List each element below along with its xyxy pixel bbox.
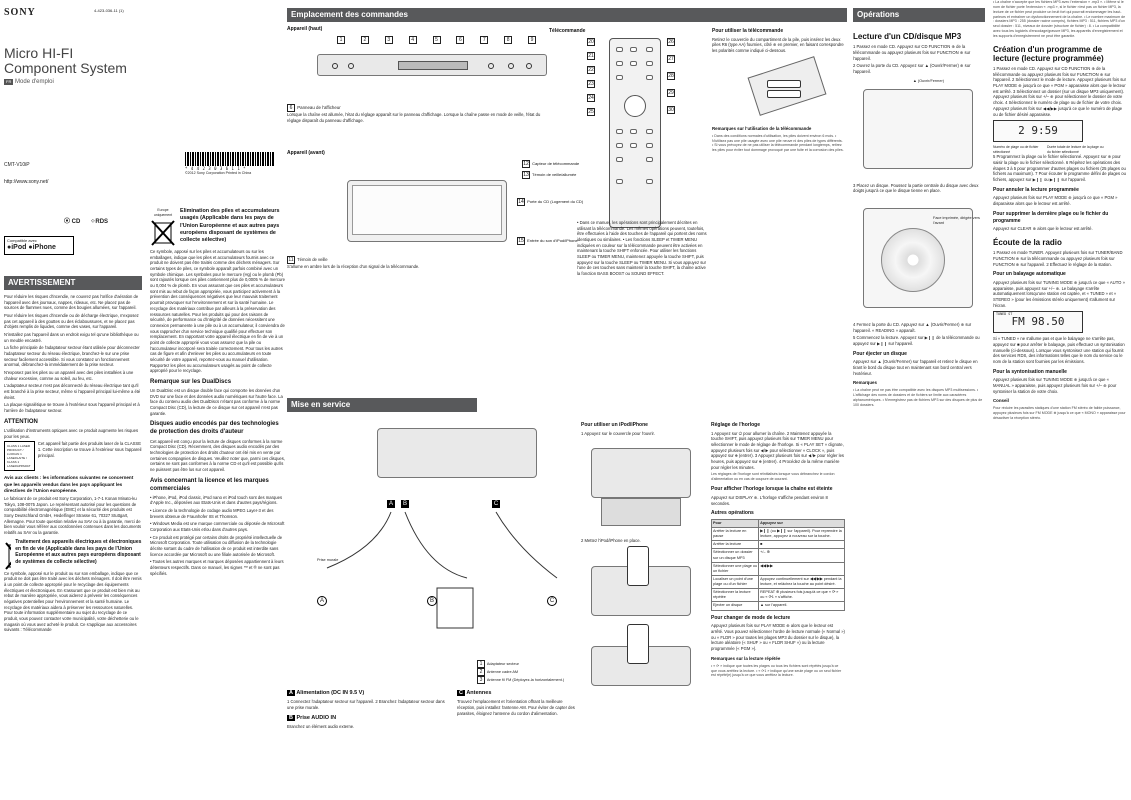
attention-heading: ATTENTION bbox=[4, 418, 38, 425]
controls-section bbox=[287, 0, 847, 315]
weee-text: Ce symbole, apposé sur le produit ou sur son emballage, indique que ce produit ne doit pas être traité avec les déchets ménagers. Il doit être remis à un point de collecte approprié pour le recyclage des équipements électriques et électroniques. En s'assurant que ce produit est bien mis au rebut de manière appropriée, vous aiderez à prévenir les conséquences négatives potentielles pour l'environnement et la santé humaine. Le recyclage des matériaux aidera à préserver les ressources naturelles. Pour toute information supplémentaire au sujet du recyclage de ce produit, vous pouvez contacter votre municipalité, votre déchetterie ou le magasin où vous avez acheté le produit. Ce s'applique aux accessoires suivants : Télécommande bbox=[4, 570, 142, 633]
label-c-bottom: C bbox=[547, 596, 557, 606]
table-row: Arrêter la lecture ■ bbox=[712, 541, 845, 549]
ipod-figure-open bbox=[581, 438, 701, 538]
laser-text: Cet appareil fait partie des produits laser de la CLASSE 1. Cette inscription se trouve à l'extérieur sous l'appareil principal. bbox=[37, 441, 142, 458]
warning-paragraph: L'adaptateur secteur n'est pas déconnecté du réseau électrique tant qu'il est branché à la prise secteur, même si l'appareil principal lui-même a été éteint. bbox=[4, 383, 141, 400]
front-view-label: Appareil (avant) bbox=[287, 150, 325, 156]
disc-face-callout: Face imprimée, dirigée vers l'avant bbox=[933, 215, 980, 226]
product-title-line2: Component System bbox=[4, 59, 127, 76]
license-heading: Avis concernant la licence et les marques commerciales bbox=[150, 477, 269, 492]
logo-row bbox=[64, 218, 108, 226]
europe-only-label: Europe uniquement bbox=[153, 208, 173, 217]
crossed-bin-icon bbox=[4, 539, 11, 571]
battery-column bbox=[150, 208, 285, 800]
dualdisc-text: Un DualDisc est un disque double face qui comporte les données d'un DVD sur une face et des données audio numériques sur l'autre face. La face du contenu audio des DualDiscs n'étant pas conforme à la norme Compact Disc (CD), la lecture de ce disque sur cet appareil n'est pas garantie. bbox=[150, 387, 283, 416]
battery-disposal-text: Ce symbole, apposé sur les piles et accumulateurs ou sur les emballages, indique que les piles et accumulateurs fournis avec ce produit ne doivent pas être traités comme des déchets ménagers. Sur certains types de piles, ce symbole apparaît parfois combiné avec un symbole chimique. Les symboles pour le mercure (Hg) ou le plomb (Pb) sont rajoutés lorsque ces piles contiennent plus de 0,0005 % de mercure ou 0,004 % de plomb. En vous assurant que ces piles et accumulateurs sont mis au rebut de façon appropriée, vous participez activement à la prévention des conséquences négatives que leur mauvais traitement pourrait provoquer sur l'environnement et sur la santé humaine. Le recyclage des matériaux contribue par ailleurs à la préservation des ressources naturelles. Pour les produits qui pour des raisons de sécurité, de performance ou d'intégrité de données nécessitent une connexion permanente à une pile ou à un accumulateur, il conviendra de vous rapprocher d'un service technique qualifié pour effectuer son remplacement. En rapportant votre appareil électrique en fin de vie à un point de collecte approprié vous vous assurez que la pile ou l'accumulateur incorporé sera traitée correctement. Pour tous les autres cas de figure et afin d'enlever les piles ou accumulateurs en toute sécurité de votre appareil, reportez-vous au manuel d'utilisation. Rapportez les piles ou accumulateurs usagés au point de collecte approprié pour le recyclage. bbox=[150, 249, 285, 374]
warning-paragraph: N'exposez pas les piles ou un appareil avec des piles installées à une chaleur excessive, comme au soleil, au feu, etc. bbox=[4, 370, 134, 381]
disc-insert-figure bbox=[853, 198, 985, 318]
callout-number: 7 bbox=[480, 36, 488, 44]
callout-number: 5 bbox=[433, 36, 441, 44]
front-callout: 13 Témoin de veille/allumée bbox=[523, 172, 577, 178]
license-item: • Toutes les autres marques et marques déposées appartiennent à leurs détenteurs respectifs. Dans ce manuel, les signes ™ et ® ne sont pas spécifiés. bbox=[150, 559, 284, 576]
setup-legend: 1 Adaptateur secteur 2 Antenne cadre AM 3 Antenne fil FM (Déployez-la horizontalement.) bbox=[477, 660, 617, 684]
top-view-figure bbox=[317, 36, 547, 96]
laser-label: CLASS 1 LASER PRODUCT / LUOKAN 1 LASERLAITE / KLASS 1 LASERAPPARAT bbox=[4, 441, 35, 471]
unit-front-illustration bbox=[347, 180, 507, 242]
website: http://www.sony.net/ bbox=[4, 179, 49, 186]
other-ops-heading: Autres opérations bbox=[711, 510, 754, 517]
setup-figure bbox=[317, 428, 567, 668]
license-item: • Windows Media est une marque commerciale ou déposée de Microsoft Corporation aux Etats-Unis et/ou dans d'autres pays. bbox=[150, 521, 285, 533]
cd-door-figure bbox=[853, 79, 985, 179]
mp3-notes: • La chaîne n'accepte que les fichiers MP3 avec l'extension « .mp3 ». • Même si le nom de fichier porte l'extension « .mp3 », si le fichier n'est pas un fichier MP3, la lecture de ce fichier peut produire un bruit fort qui pourrait endommager les haut-parleurs et entraîner un dysfonctionnement de la chaîne. • Le nombre maximum de : dossiers MP3 : 255 (dossier racine compris), fichiers MP3 : 511, fichiers MP3 d'un seul dossier : 511, niveaux de dossier (structure de fichier) : 8. • La compatibilité avec tous les logiciels d'encodage/gravure MP3, les appareils d'enregistrement et les supports d'enregistrement ne peut être garantie. bbox=[993, 0, 1126, 38]
crossed-bin-icon bbox=[150, 217, 176, 247]
copy-protection-text: Cet appareil est conçu pour la lecture de disques conformes à la norme Compact Disc (CD). Récemment, des disques audio encodés par des technologies de protection des droits d'auteur ont été mis en vente par certaines compagnies de disques. Veuillez noter que, parmi ces disques, certains ne sont pas conformes à la norme CD et qu'il est possible qu'ils ne puissent pas être lus sur cet appareil. bbox=[150, 438, 285, 472]
top-view-label: Appareil (haut) bbox=[287, 26, 323, 32]
callout-number: 9 bbox=[528, 36, 536, 44]
callout-number: 8 bbox=[504, 36, 512, 44]
standby-note: 11 Témoin de veille S'allume en ambre lors de la réception d'un signal de la télécommande. bbox=[287, 257, 420, 269]
front-callout: 14 Porte du CD (Logement du CD) bbox=[518, 199, 584, 205]
wall-outlet-label: Prise murale bbox=[317, 558, 339, 562]
display-callout: 6 Panneau de l'afficheur Lorsque la chaîne est allumée, l'état du réglage apparaît sur le panneau d'affichage. Lorsque la chaîne passe en mode de veille, l'état du réglage disparaît du panneau d'affichage. bbox=[287, 105, 541, 123]
label-c: C bbox=[493, 501, 499, 507]
eu-notice-heading: Avis aux clients : les informations suivantes ne concernent que les appareils vendus dans les pays appliquant les directives de l'Union européenne. bbox=[4, 475, 134, 493]
open-close-callout: ▲ (Ouvrir/Fermer) bbox=[913, 78, 944, 83]
compat-logo: Compatible avec ●iPod ●iPhone bbox=[4, 236, 74, 255]
manual-type: FR Mode d'emploi bbox=[6, 79, 54, 86]
label-b: B bbox=[402, 501, 407, 507]
battery-insertion-figure bbox=[712, 60, 844, 120]
warning-paragraph: La fiche principale de l'adaptateur secteur étant utilisée pour déconnecter l'adaptateur secteur du réseau électrique, branchez-le sur une prise secteur facilement accessible. Si vous constatez un fonctionnement anormal, débranchez-la immédiatement de la prise secteur. bbox=[4, 345, 140, 368]
apple-logo-icon: ● bbox=[7, 244, 12, 252]
weee-heading: Traitement des appareils électriques et électroniques en fin de vie (Applicable dans les pays de l'Union Européenne et aux autres pays européens disposant de systèmes de collecte sélective) bbox=[15, 538, 142, 565]
front-callout: 15 Entrée du son d'iPod/iPhone bbox=[518, 238, 578, 244]
product-code: 4-423-036-11 (1) bbox=[94, 8, 124, 13]
cover-column bbox=[4, 0, 144, 800]
remote-illustration bbox=[609, 38, 661, 228]
warning-paragraph: Pour réduire les risques d'incendie, ne couvrez pas l'orifice d'aération de l'appareil avec des journaux, nappes, rideaux, etc. Ne placez pas de sources de flammes nues, comme des bougies allumées, sur l'appareil. bbox=[4, 294, 139, 311]
table-row: Ejecter un disque ▲ sur l'appareil. bbox=[712, 602, 845, 610]
antenna-block: C Antennes Trouvez l'emplacement et l'orientation offrant la meilleure réception, puis installez l'antenne AM. Pour éviter de capter des parasites, éloignez l'antenne du cordon d'alimentation. bbox=[457, 690, 575, 716]
battery-disposal-heading: Élimination des piles et accumulateurs usagés (Applicable dans les pays de l'Union Européenne et aux autres pays européens disposant de systèmes de collecte sélective) bbox=[180, 208, 280, 244]
callout-number: 3 bbox=[385, 36, 393, 44]
copy-protection-heading: Disques audio encodés par des technologies de protection des droits d'auteur bbox=[150, 421, 279, 436]
remote-bullets: • Dans ce manuel, les opérations sont principalement décrites en utilisant la télécommande. Les mêmes opérations peuvent, toutefois, être effectuées à l'aide des touches de l'appareil qui portent des noms identiques ou similaires. • Les fonctions SLEEP et TIMER MENU indiquées en couleur sur la télécommande peuvent être activées en maintenant la touche SHIFT enfoncée. Pour utiliser les fonctions SLEEP ou TIMER MENU, maintenez appuyée la touche SHIFT, puis appuyez sur la touche SLEEP ou TIMER MENU. Si vous appuyez sur l'une de ces touches sans maintenir la touche SHIFT, la chaîne active la fonction BASS BOOST ou SOUND EFFECT. bbox=[577, 220, 707, 277]
warning-paragraph: Pour réduire les risques d'incendie ou de décharge électrique, n'exposez pas cet appareil à des gouttes ou des éclaboussures, et ne placez pas d'objets remplis de liquides, comme des vases, sur l'appareil. bbox=[4, 313, 139, 330]
callout-number: 6 bbox=[456, 36, 464, 44]
dualdisc-heading: Remarque sur les DualDiscs bbox=[150, 378, 232, 385]
remote-usage: Pour utiliser la télécommande Retirez le couvercle du compartiment de la pile, puis insérez les deux piles R6 (type AA) fournies, côté ⊕ en premier, en faisant correspondre les polarités comme indiqué ci-dessous. Remarques sur l'utilisation de la télécommande • Dans des conditions normales d'utilisation, les piles doivent environ 6 mois. • N'utilisez pas une pile usagée avec une pile neuve ni des piles de types différents. • Si vous prévoyez de ne pas utiliser la télécommande pendant longtemps, retirez les piles pour éviter tout dommage provoqué par une fuite et la corrosion des piles. bbox=[712, 28, 844, 153]
setup-section bbox=[287, 398, 847, 800]
tuner-display: TUNED ST FM 98.50 bbox=[993, 311, 1083, 333]
operations-section: Opérations Lecture d'un CD/disque MP3 1 Passez en mode CD. Appuyez sur CD FUNCTION ⊕ de la télécommande ou appuyez plusieurs fois sur FUNCTION ⊕ sur l'appareil. 2 Ouvrez la porte du CD. Appuyez sur ▲ (Ouvrir/Fermer) ⊕ sur l'appareil. ▲ (Ouvrir/Fermer) 3 Placez un disque. Poussez la partie centrale du disque avec deux doigts jusqu'à ce que le disque tienne en place. Face imprimée, dirigée vers l'avant 4 Fermez la porte du CD. Appuyez sur ▲ (Ouvrir/Fermer) ⊕ sur l'appareil. « READING » apparaît. 5 Commencez la lecture. Appuyez sur ▶❙❙ de la télécommande ou appuyez sur ▶❙❙ sur l'appareil. Pour éjecter un disque Appuyez sur ▲ (Ouvrir/Fermer) sur l'appareil et retirez le disque en tirant le bord du disque tout en maintenant son bord central vers l'extérieur. Remarques • La chaîne peut ne pas être compatible avec les disques MP3 multisessions. • L'affichage des noms de dossiers et de fichiers se limite aux caractères alphanumériques. • N'enregistrez pas de fichiers MP3 sur des disques de plus de 100 dossiers. • La chaîne n'accepte que les fichiers MP3 avec l'extension « .mp3 ». • Même si le nom de fichier porte l'extension « .mp3 », si le fichier n'est pas un fichier MP3, la lecture de ce fichier peut produire un bruit fort qui pourrait endommager les haut-parleurs et entraîner un dysfonctionnement de la chaîne. • Le nombre maximum de : dossiers MP3 : 255 (dossier racine compris), fichiers MP3 : 511, fichiers MP3 d'un seul dossier : 511, niveaux de dossier (structure de fichier) : 8. • La compatibilité avec tous les logiciels d'encodage/gravure MP3, les appareils d'enregistrement et les supports d'enregistrement ne peut être garantie. Création d'un programme de lecture (lecture programmée) 1 Passez en mode CD. Appuyez sur CD FUNCTION ⊕ de la télécommande ou appuyez plusieurs fois sur FUNCTION ⊕ sur l'appareil. 2 Sélectionnez le mode de lecture. Appuyez plusieurs fois sur PLAY MODE ⊕ jusqu'à ce que « PGM » apparaisse alors que le lecteur est arrêté. 3 Sélectionnez un dossier (sur un disque MP3 uniquement). Appuyez plusieurs fois sur +/– ⊕ pour sélectionner le dossier de votre choix. 4 Sélectionnez le numéro de plage ou de fichier de votre choix. Appuyez plusieurs fois sur ◀◀/▶▶ jusqu'à ce que le numéro de plage ou de fichier désiré apparaisse. 2 9:59 Numéro de plage ou de fichier sélectionné Durée totale de lecture de la plage ou du fichier sélectionné 5 Programmez la plage ou le fichier sélectionné. Appuyez sur ⊕ pour saisir la plage ou le fichier sélectionné. 6 Répétez les opérations des étapes 3 à 5 pour programmer d'autres plages ou fichiers (25 plages ou fichiers au maximum). 7 Pour écouter le programme défini de plages ou fichiers, appuyez sur ▶❙❙ ou ▶❙❙ sur l'appareil. Pour annuler la lecture programmée Appuyez plusieurs fois sur PLAY MODE ⊕ jusqu'à ce que « PGM » disparaisse alors que le lecteur est arrêté. Pour supprimer la dernière plage ou le fichier du programme Appuyez sur CLEAR ⊕ alors que le lecteur est arrêté. Écoute de la radio 1 Passez en mode TUNER. Appuyez plusieurs fois sur TUNER/BAND FUNCTION ⊕ sur la télécommande ou appuyez plusieurs fois sur FUNCTION ⊕ sur l'appareil. 2 Effectuez le réglage de la station. Pour un balayage automatique Appuyez plusieurs fois sur TUNING MODE ⊕ jusqu'à ce que « AUTO » apparaisse, puis appuyez sur +/– ⊕. Le balayage s'arrête automatiquement lorsqu'une station est captée, et « TUNED » et « STEREO » (pour les émissions stéréo uniquement) s'allument sur l'écran. TUNED ST FM 98.50 Si « TUNED » ne s'allume pas et que le balayage ne s'arrête pas, appuyez sur ■ pour arrêter le balayage, puis effectuez un syntonisation manuelle (ci-dessous). Lorsque vous syntonisez une station qui fournit des services RDS, des informations telles que le nom du service ou le nom de la station sont fournies par les émissions. Pour la syntonisation manuelle Appuyez plusieurs fois sur TUNING MODE ⊕ jusqu'à ce que « MANUAL » apparaisse, puis appuyez plusieurs fois sur +/– ⊕ pour syntoniser la station de votre choix. Conseil Pour réduire les parasites statiques d'une station FM stéréo de faible puissance, appuyez plusieurs fois sur FM MODE ⊕ jusqu'à ce que « MONO » apparaisse pour désactiver la réception stéréo. bbox=[853, 0, 1127, 421]
table-row: Sélectionner la lecture répétée REPEAT ⊕ plusieurs fois jusqu'à ce que « ⟳ » ou « ⟳1 » s'affiche. bbox=[712, 589, 845, 602]
attention-text: L'utilisation d'instruments optiques avec ce produit augmente les risques pour les yeux. bbox=[4, 427, 139, 439]
barcode: * 4 4 2 3 0 3 6 1 1 * ©2012 Sony Corporation Printed in China bbox=[185, 152, 275, 176]
other-ops-table: Pour Appuyez sur Arrêter la lecture en pause ▶❙❙ (ou ▶❙❙ sur l'appareil). Pour reprendre la lecture, appuyez à nouveau sur la touche. Arrêter la lecture ■ Sélectionner un dossier sur un disque MP3 +/– ⊕ Sélectionner une plage ou un fichier ◀◀/▶▶ Localiser un point d'une plage ou d'un fichier Appuyez continuellement sur ◀◀/▶▶ pendant la lecture, et relâchez la touche au point désiré. Sélectionner la lecture répétée REPEAT ⊕ plusieurs fois jusqu'à ce que « ⟳ » ou « ⟳1 » s'affiche. Ejecter un disque ▲ sur l'appareil. bbox=[711, 519, 845, 611]
cable-lines bbox=[317, 428, 567, 668]
power-block: A Alimentation (DC IN 9.5 V) 1 Connectez l'adaptateur secteur sur l'appareil. 2 Branchez l'adaptateur secteur dans une prise murale. B Prise AUDIO IN Branchez un élément audio externe. bbox=[287, 690, 445, 730]
warning-paragraph: N'installez pas l'appareil dans un endroit exigu tel qu'une bibliothèque ou un meuble encastré. bbox=[4, 332, 139, 343]
ipod-figure-dock bbox=[581, 546, 701, 696]
callout-number: 2 bbox=[361, 36, 369, 44]
model-number: CMT-V10iP bbox=[4, 162, 30, 169]
table-row: Localiser un point d'une plage ou d'un fichier Appuyez continuellement sur ◀◀/▶▶ pendant la lecture, et relâchez la touche au point désiré. bbox=[712, 575, 845, 588]
table-row: Sélectionner une plage ou un fichier ◀◀/▶▶ bbox=[712, 562, 845, 575]
label-a-bottom: A bbox=[317, 596, 327, 606]
setup-heading: Mise en service bbox=[287, 398, 477, 412]
unit-top-illustration bbox=[317, 54, 547, 76]
table-row: Arrêter la lecture en pause ▶❙❙ (ou ▶❙❙ sur l'appareil). Pour reprendre la lecture, appuyez à nouveau sur la touche. bbox=[712, 528, 845, 541]
license-item: • Ce produit est protégé par certains droits de propriété intellectuelle de Microsoft Corporation. Toute utilisation ou diffusion de la technologie décrite sortant du cadre de l'utilisation de ce produit est interdite sans licence accordée par Microsoft ou une filiale autorisée de Microsoft. bbox=[150, 534, 283, 557]
controls-heading: Emplacement des commandes bbox=[287, 8, 847, 22]
warning-heading: AVERTISSEMENT bbox=[4, 276, 142, 290]
table-row: Sélectionner un dossier sur un disque MP3 +/– ⊕ bbox=[712, 549, 845, 562]
program-display: 2 9:59 bbox=[993, 120, 1083, 142]
label-b-bottom: B bbox=[427, 596, 437, 606]
remote-label: Télécommande bbox=[549, 28, 586, 34]
product-title-line1: Micro HI-FI bbox=[4, 44, 74, 61]
license-item: • iPhone, iPod, iPod classic, iPod nano et iPod touch sont des marques d'Apple Inc., déposées aux Etats-Unis et dans d'autres pays/régions. bbox=[150, 494, 283, 506]
eu-notice-text: Le fabricant de ce produit est Sony Corporation, 1-7-1 Konan Minato-ku Tokyo, 108-0075 Japon. Le représentant autorisé pour les questions de compatibilité électromagnétique (EMC) et la sécurité des produits est Sony Deutschland GmbH, Hedelfinger Strasse 61, 70327 Stuttgart, Allemagne. Pour toute question relative au SAV ou à la garantie, merci de bien vouloir vous référer aux coordonnées contenues dans les documents relatifs au SAV ou la garantie. bbox=[4, 496, 142, 536]
warning-paragraph: La plaque signalétique se trouve à l'extérieur sous l'appareil principal et à l'arrière de l'adaptateur secteur. bbox=[4, 402, 140, 414]
callout-number: 4 bbox=[409, 36, 417, 44]
callout-number: 1 bbox=[337, 36, 345, 44]
radio-heading: Écoute de la radio bbox=[993, 237, 1062, 247]
clock-block: Réglage de l'horloge 1 Appuyez sur ⏻ pour allumer la chaîne. 2 Maintenez appuyée la touche SHIFT, puis appuyez plusieurs fois sur TIMER MENU pour sélectionner le mode de réglage de l'horloge. Si « PLAY SET » clignote, appuyez plusieurs fois sur ◀/▶ pour sélectionner « CLOCK », puis appuyez sur ⊕ (entrer). 3 Appuyez plusieurs fois sur ◀/▶ pour régler les heures, puis appuyez sur ⊕ (entrer). 4 Procédez de la même manière pour régler les minutes. Les réglages de l'horloge sont réinitialisés lorsque vous débranchez le cordon d'alimentation ou en cas de coupure de courant. Pour afficher l'horloge lorsque la chaîne est éteinte Appuyez sur DISPLAY ⊕. L'horloge s'affiche pendant environ 8 secondes. Autres opérations Pour Appuyez sur Arrêter la lecture en pause ▶❙❙ (ou ▶❙❙ sur l'appareil). Pour reprendre la lecture, appuyez à nouveau sur la touche. Arrêter la lecture ■ Sélectionner un dossier sur un disque MP3 +/– ⊕ Sélectionner une plage ou un fichier ◀◀/▶▶ Localiser un point d'une plage ou d'un fichier Appuyez continuellement sur ◀◀/▶▶ pendant la lecture, et relâchez la touche au point désiré. Sélectionner la lecture répétée REPEAT ⊕ plusieurs fois jusqu'à ce que « ⟳ » ou « ⟳1 » s'affiche. Ejecter un disque ▲ sur l'appareil. Pour changer de mode de lecture Appuyez plusieurs fois sur PLAY MODE ⊕ alors que le lecteur est arrêté. Vous pouvez sélectionner l'ordre de lecture normale (« Normal ») ou « FLDR » pour toutes les plages MP3 du dossier sur le disque), la lecture aléatoire (« SHUF » ou « FLDR SHUF ») ou la lecture programmée (« PGM »). Remarques sur la lecture répétée • « ⟳ » indique que toutes les plages ou tous les fichiers sont répétés jusqu'à ce que vous arrêtiez la lecture. • « ⟳1 » indique qu'une seule plage ou un seul fichier est répété(e) jusqu'à ce que vous arrêtiez la lecture. bbox=[711, 422, 845, 678]
cd-logo: ⦿ CD bbox=[64, 219, 81, 225]
program-heading: Création d'un programme de lecture (lecture programmée) bbox=[993, 44, 1104, 63]
sony-logo: SONY bbox=[4, 7, 36, 18]
ipod-block: Pour utiliser un iPod/iPhone 1 Appuyez sur le couvercle pour l'ouvrir. 2 Mettez l'iPod/iPhone en place. bbox=[581, 422, 701, 696]
license-item: • Licence de la technologie de codage audio MPEG Layer-3 et des brevets obtenue de Fraunhofer IIS et Thomson. bbox=[150, 508, 274, 519]
front-callout: 12 Capteur de télécommande bbox=[523, 161, 580, 167]
apple-logo-icon: ● bbox=[28, 244, 33, 252]
cd-play-heading: Lecture d'un CD/disque MP3 bbox=[853, 32, 962, 41]
rds-logo: ⁘RDS bbox=[90, 219, 109, 225]
operations-heading: Opérations bbox=[853, 8, 985, 22]
remote-figure: 20 21 22 23 24 25 26 27 28 29 30 bbox=[587, 38, 707, 238]
label-a: A bbox=[388, 501, 393, 507]
